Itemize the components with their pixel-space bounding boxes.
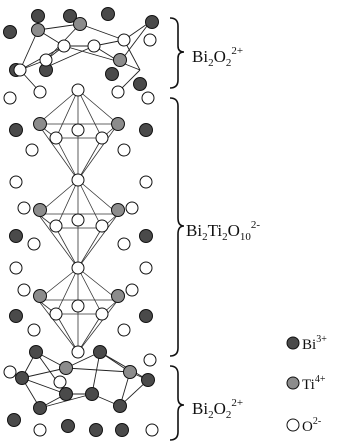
o-atom [50,132,62,144]
brace-top [170,18,184,88]
bi-atom [90,424,103,437]
bi-atom [140,124,153,137]
o-atom [34,424,46,436]
ti-atom [32,24,45,37]
o-atom [72,84,84,96]
bi-atom [142,374,155,387]
o-atom [14,64,26,76]
bi-atom [32,10,45,23]
o-atom [18,202,30,214]
o-atom [146,424,158,436]
o-atom [118,34,130,46]
oct-1-edge-7 [78,228,102,268]
brace-bottom [170,366,184,440]
bi-atom [102,8,115,21]
oct-1-edge-6 [56,228,78,268]
o-atom [50,308,62,320]
oct-0-edge-7 [78,138,102,180]
legend [287,334,327,435]
legend-ti-label: $Ti^{4+}$ [302,374,326,393]
ti-atom [112,290,125,303]
bi-atom [140,230,153,243]
bond-bottom-16 [100,352,148,380]
o-atom [28,238,40,250]
ti-atom [112,204,125,217]
o-atom [96,220,108,232]
o-atom [140,262,152,274]
o-atom [72,214,84,226]
o-atom [50,220,62,232]
bi-atom [10,124,23,137]
bi-atom [146,16,159,29]
o-atom [4,366,16,378]
o-atom [88,40,100,52]
bi-atom [62,420,75,433]
o-atom [140,176,152,188]
bi-atom [60,388,73,401]
oct-0-edge-6 [56,138,78,180]
brace-middle [170,98,184,356]
bi-atom [140,310,153,323]
ti-atom [74,18,87,31]
o-atom [4,92,16,104]
ti-atom [124,366,137,379]
layer-label-middle: $Bi_2Ti_2O_{10}^{2-}$ [186,219,261,243]
layer-label-bottom: $Bi_2O_2^{2+}$ [192,397,244,421]
bi-atom [106,68,119,81]
bi-atom [94,346,107,359]
o-atom [126,284,138,296]
o-atom [118,324,130,336]
bond-top-11 [80,24,124,40]
legend-bi-label: $Bi^{3+}$ [302,334,327,353]
bi-atom [116,424,129,437]
bi-atom [16,372,29,385]
ti-atom [34,290,47,303]
ti-atom [60,362,73,375]
bi-atom [10,310,23,323]
ti-atom [112,118,125,131]
bi-atom [10,230,23,243]
o-atom [10,176,22,188]
o-atom [112,86,124,98]
bi-atom [8,414,21,427]
o-atom [10,262,22,274]
o-atom [54,376,66,388]
oct-2-edge-6 [56,314,78,352]
bi-atom [30,346,43,359]
oct-0-edge-1 [78,90,118,124]
o-atom [96,308,108,320]
o-atom [142,92,154,104]
bi-atom [86,388,99,401]
bi-atom [134,78,147,91]
o-atom [118,238,130,250]
ti-atom [34,204,47,217]
bond-bottom-15 [66,368,130,372]
ti-atom [34,118,47,131]
ti-atom [114,54,127,67]
o-atom [72,300,84,312]
o-atom [144,34,156,46]
bi-atom [34,402,47,415]
o-atom [72,262,84,274]
layer-label-top: $Bi_2O_2^{2+}$ [192,45,244,69]
legend-ti-atom-icon [287,377,299,389]
o-atom [26,144,38,156]
legend-o-atom-icon [287,419,299,431]
o-atom [118,144,130,156]
o-atom [126,202,138,214]
bi-atom [4,26,17,39]
o-atom [18,284,30,296]
o-atom [72,174,84,186]
o-atom [58,40,70,52]
o-atom [72,124,84,136]
bi-atom [114,400,127,413]
o-atom [28,324,40,336]
o-atom [40,54,52,66]
o-atom [34,86,46,98]
o-atom [96,132,108,144]
o-atom [72,346,84,358]
atoms-layer [4,8,159,437]
legend-o-label: $O^{2-}$ [302,416,322,435]
legend-bi-atom-icon [287,337,299,349]
o-atom [144,354,156,366]
